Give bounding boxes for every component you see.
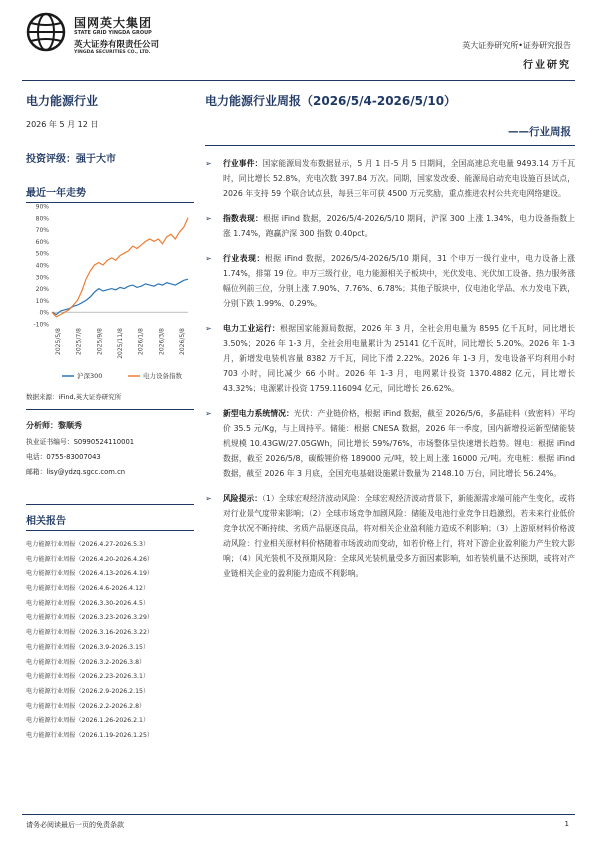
summary-item [205, 211, 575, 241]
summary-item-text: 根据 iFind 数据，2026/5/4-2026/5/10 期间，沪深 300 上涨 1.34%，电力设备指数上涨 1.74%，跑赢沪深 300 指数 0.40pct。 [223, 214, 576, 238]
related-report-item[interactable]: 电力能源行业周报（2026.3.30-2026.4.5） [26, 599, 150, 607]
y-tick-label: 50% [35, 250, 49, 258]
summary-item-text: （1）全球宏观经济波动风险：全球宏观经济波动背景下，新能源需求端可能产生变化，或将对行业景气度带来影响；（2）全球市场竞争加剧风险：储能及电池行业竞争日趋激烈，若未来行业低价竞争状况不断持续、劣质产品驱逐良品，将对相关企业盈利能力造成不利影响；（3）上游原材料价格波动风险：行业相关原材料价格随着市场波动而变动，如若价格上行，将对下游企业盈利能力产生较大影响；（4）风光装机不及预期风险：全球风光装机量受多方面因素影响，如若装机量不达预期，或将对产业链相关企业的盈利能力造成不利影响。 [223, 494, 576, 578]
related-report-item[interactable]: 电力能源行业周报（2026.3.16-2026.3.22） [26, 629, 154, 637]
series-line-1 [52, 218, 188, 317]
summary-item-text: 光伏：产业链价格，根据 iFind 数据，截至 2026/5/6，多晶硅料（致密料）平均价 35.5 元/Kg，与上周持平。储能：根据 CNESA 数据，2026 年一季度，国内新增投运新型储能装机规模 10.43GW/27.05GWh，同比增长 59%/76%，市场整体呈快速增长趋势。锂电：根据 iFind 数据，截至 2026/5/8，碳酸锂价格 189000 元/吨，较上周上涨 16000 元/吨。充电桩：根据 iFind 数据，截至 2026 年 3 月底，全国充电基础设施累计数量为 2148.10 万台，同比增长 56.24%。 [223, 409, 576, 478]
summary-item-label: 电力工业运行： [223, 324, 281, 333]
summary-item-label: 行业事件： [223, 159, 263, 168]
x-tick-label: 2025/7/8 [75, 328, 83, 355]
summary-item [205, 406, 575, 481]
analyst-name: 分析师：黎顺秀 [26, 421, 82, 430]
logo-group-name-en: STATE GRID YINGDA GROUP [74, 30, 152, 36]
header-report-type: 英大证券研究所•证券研究报告 [462, 41, 571, 50]
related-report-item[interactable]: 电力能源行业周报（2026.4.13-2026.4.19） [26, 570, 154, 578]
header-divider [22, 80, 575, 81]
y-tick-label: 70% [35, 227, 49, 235]
y-tick-label: 90% [35, 203, 49, 211]
chart-section-title: 最近一年走势 [26, 184, 194, 203]
related-report-item[interactable]: 电力能源行业周报（2026.3.9-2026.3.15） [26, 643, 150, 651]
summary-item-label: 新型电力系统情况： [223, 409, 294, 418]
header-category: 行业研究 [523, 60, 571, 71]
y-tick-label: 10% [35, 297, 49, 305]
related-report-item[interactable]: 电力能源行业周报（2026.1.26-2026.2.1） [26, 717, 150, 725]
related-report-item[interactable]: 电力能源行业周报（2026.4.27-2026.5.3） [26, 541, 150, 548]
summary-item-label: 行业表现： [223, 254, 265, 263]
x-tick-label: 2025/9/8 [96, 328, 104, 355]
legend-label: 沪深300 [77, 372, 103, 380]
report-date: 2026 年 5 月 12 日 [26, 120, 99, 129]
related-reports-list [26, 538, 194, 744]
related-reports [26, 512, 194, 744]
report-subtitle: ——行业周报 [508, 126, 571, 138]
legend-label: 电力设备指数 [143, 372, 182, 380]
x-tick-label: 2026/3/8 [158, 328, 166, 355]
page-number: 1 [564, 820, 569, 828]
page-header [0, 0, 595, 80]
bullet-arrow-icon: ➢ [205, 409, 212, 418]
summary-item-label: 指数表现： [223, 214, 264, 223]
y-tick-label: 0% [39, 309, 49, 317]
x-tick-label: 2025/11/8 [117, 328, 124, 359]
trend-chart-svg [26, 200, 194, 385]
summary-item-label: 风险提示： [223, 494, 262, 503]
logo-group-name: 国网英大集团 [74, 16, 153, 30]
bullet-arrow-icon: ➢ [205, 214, 212, 223]
disclaimer-note: 请务必阅读最后一页的免责条款 [26, 821, 124, 829]
analyst-divider [26, 504, 194, 505]
y-tick-label: 60% [35, 238, 49, 246]
x-tick-label: 2026/5/8 [179, 328, 186, 355]
x-tick-label: 2025/5/8 [55, 328, 62, 355]
y-tick-label: 30% [35, 274, 49, 282]
analyst-license: 执业证书编号：S0990524110001 [26, 438, 135, 446]
y-tick-label: 80% [35, 215, 49, 223]
industry-name: 电力能源行业 [26, 94, 99, 108]
bullet-arrow-icon: ➢ [205, 254, 212, 263]
analyst-phone: 电话：0755-83007043 [26, 453, 101, 461]
summary-item-text: 根据 iFind 数据，2026/5/4-2026/5/10 期间，31 个申万一级行业中，电力设备上涨 1.74%，排第 19 位。申万三级行业，电力能源相关子板块中，光伏发电、光伏加工设备、热力服务涨幅位列前三位，分别上涨 7.90%、7.76%、6.78%；其他子版块中，仪电池化学品、水力发电下跌，分别下跌 1.99%、0.29%。 [223, 254, 575, 308]
summary-item [205, 156, 575, 201]
logo-company-name: 英大证券有限责任公司 [74, 40, 160, 50]
related-report-item[interactable]: 电力能源行业周报（2026.3.2-2026.3.8） [26, 658, 146, 666]
analyst-info [26, 420, 194, 481]
summary-item-text: 根据国家能源局数据，2026 年 3 月，全社会用电量为 8595 亿千瓦时，同比增长 3.50%；2026 年 1-3 月，全社会用电量累计为 25141 亿千瓦时，同比增长 5.20%。2026 年 1-3 月，新增发电装机容量 8382 万千瓦，同比下滑 2.22%。2026 年 1-3 月，发电设备平均利用小时 703 小时，同比减少 66 小时。2026 年 1-3 月，电网累计投资 1370.4882 亿元，同比增长 43.32%；电源累计投资 1759.116094 亿元，同比增长 26.62%。 [223, 324, 575, 393]
summary-item-text: 国家能源局发布数据显示，5 月 1 日-5 月 5 日期间，全国高速总充电量 9493.14 万千瓦时，同比增长 52.8%，充电次数 397.84 万次。同期，国家发改委、能源局启动充电设施百县试点，2026 年支持 59 个联合试点县，每县三年可获 4500 万元奖励，重点推进农村公共充电网络建设。 [223, 159, 575, 198]
summary-item [205, 321, 575, 396]
related-report-item[interactable]: 电力能源行业周报（2026.1.19-2026.1.25） [26, 731, 154, 739]
analyst-email[interactable]: 邮箱：lisy@ydzq.sgcc.com.cn [26, 468, 126, 476]
summary-item [205, 491, 575, 581]
left-sidebar [26, 92, 194, 165]
logo-company-name-en: YINGDA SECURITIES CO., LTD. [74, 50, 151, 55]
related-reports-title: 相关报告 [26, 512, 194, 531]
y-tick-label: 20% [35, 286, 49, 294]
chart-source: 数据来源：iFind,英大证券研究所 [26, 392, 194, 410]
report-title: 电力能源行业周报（2026/5/4-2026/5/10） [205, 94, 457, 108]
series-line-0 [52, 279, 188, 314]
y-tick-label: 40% [35, 262, 49, 270]
trend-chart [26, 200, 194, 385]
bullet-arrow-icon: ➢ [205, 324, 212, 333]
title-divider [205, 145, 575, 146]
related-report-item[interactable]: 电力能源行业周报（2026.2.23-2026.3.1） [26, 673, 150, 681]
summary-item [205, 251, 575, 311]
x-tick-label: 2026/1/8 [137, 328, 145, 355]
investment-rating: 投资评级：强于大市 [26, 154, 116, 165]
company-logo [26, 12, 186, 72]
related-report-item[interactable]: 电力能源行业周报（2026.4.20-2026.4.26） [26, 555, 154, 563]
related-report-item[interactable]: 电力能源行业周报（2026.2.9-2026.2.15） [26, 687, 150, 695]
state-grid-logo-icon [26, 12, 66, 52]
footer-divider [22, 814, 575, 815]
related-report-item[interactable]: 电力能源行业周报（2026.4.6-2026.4.12） [26, 585, 150, 593]
related-report-item[interactable]: 电力能源行业周报（2026.2.2-2026.2.8） [26, 702, 146, 710]
bullet-arrow-icon: ➢ [205, 159, 212, 168]
report-summary [205, 156, 575, 591]
related-report-item[interactable]: 电力能源行业周报（2026.3.23-2026.3.29） [26, 614, 154, 622]
bullet-arrow-icon: ➢ [205, 494, 212, 503]
y-tick-label: -10% [33, 321, 49, 329]
